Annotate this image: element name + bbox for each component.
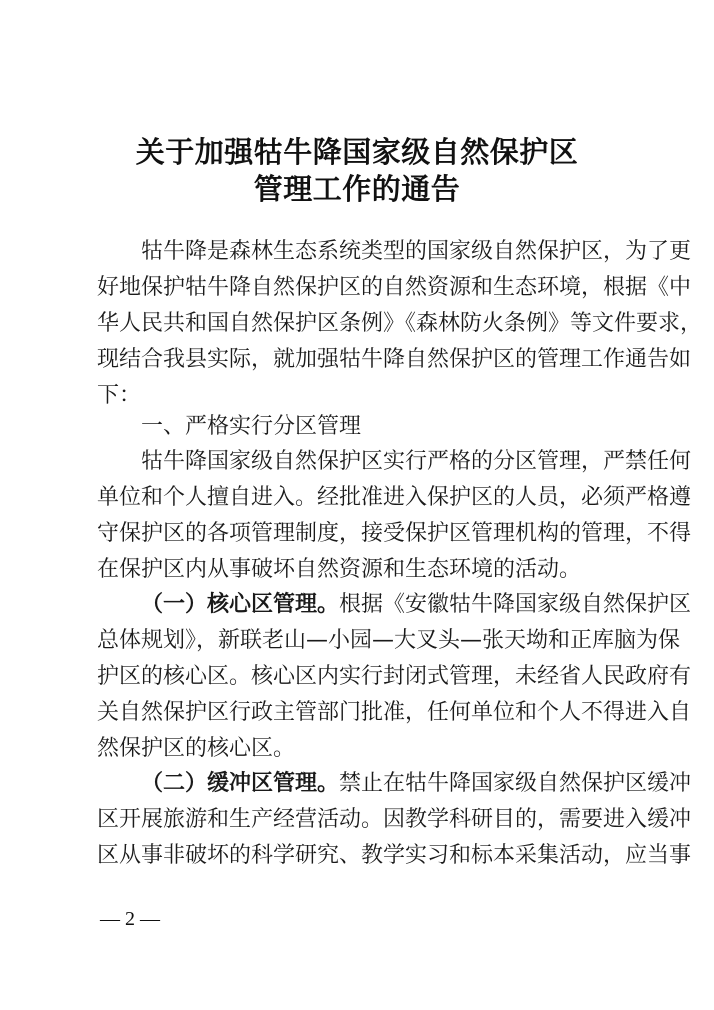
section1-line: 单位和个人擅自进入。经批准进入保护区的人员，必须严格遵 <box>97 485 692 510</box>
section1-line: 牯牛降国家级自然保护区实行严格的分区管理，严禁任何 <box>141 449 692 474</box>
core-zone-line: 总体规划》，新联老山—小园—大叉头—张天坳和正库脑为保 <box>97 628 681 653</box>
buffer-zone-first-line <box>141 770 692 798</box>
section1-line: 守保护区的各项管理制度，接受保护区管理机构的管理，不得 <box>97 521 692 546</box>
core-zone-line: 关自然保护区行政主管部门批准，任何单位和个人不得进入自 <box>97 700 692 725</box>
core-zone-text: 根据《安徽牯牛降国家级自然保护区 <box>339 592 692 617</box>
buffer-zone-text: 禁止在牯牛降国家级自然保护区缓冲 <box>339 771 692 796</box>
buffer-zone-label: （二）缓冲区管理。 <box>141 771 340 796</box>
intro-line: 好地保护牯牛降自然保护区的自然资源和生态环境，根据《中 <box>97 275 692 300</box>
intro-line: 下： <box>97 383 142 408</box>
section1-line: 在保护区内从事破坏自然资源和生态环境的活动。 <box>97 557 582 582</box>
section-heading: 一、严格实行分区管理 <box>141 414 362 439</box>
buffer-zone-line: 区开展旅游和生产经营活动。因教学科研目的，需要进入缓冲 <box>97 807 692 832</box>
intro-line: 现结合我县实际，就加强牯牛降自然保护区的管理工作通告如 <box>97 347 692 372</box>
core-zone-first-line <box>141 591 692 619</box>
intro-line: 牯牛降是森林生态系统类型的国家级自然保护区，为了更 <box>141 239 692 264</box>
intro-line: 华人民共和国自然保护区条例》《森林防火条例》等文件要求， <box>97 311 703 336</box>
buffer-zone-line: 区从事非破坏的科学研究、教学实习和标本采集活动，应当事 <box>97 843 692 868</box>
core-zone-label: （一）核心区管理。 <box>141 592 340 617</box>
document-title-line-1: 关于加强牯牛降国家级自然保护区 <box>135 135 579 169</box>
core-zone-line: 护区的核心区。核心区内实行封闭式管理，未经省人民政府有 <box>97 664 692 689</box>
core-zone-line: 然保护区的核心区。 <box>97 736 296 761</box>
document-title-line-2: 管理工作的通告 <box>253 172 461 206</box>
page-number: — 2 — <box>100 908 160 930</box>
